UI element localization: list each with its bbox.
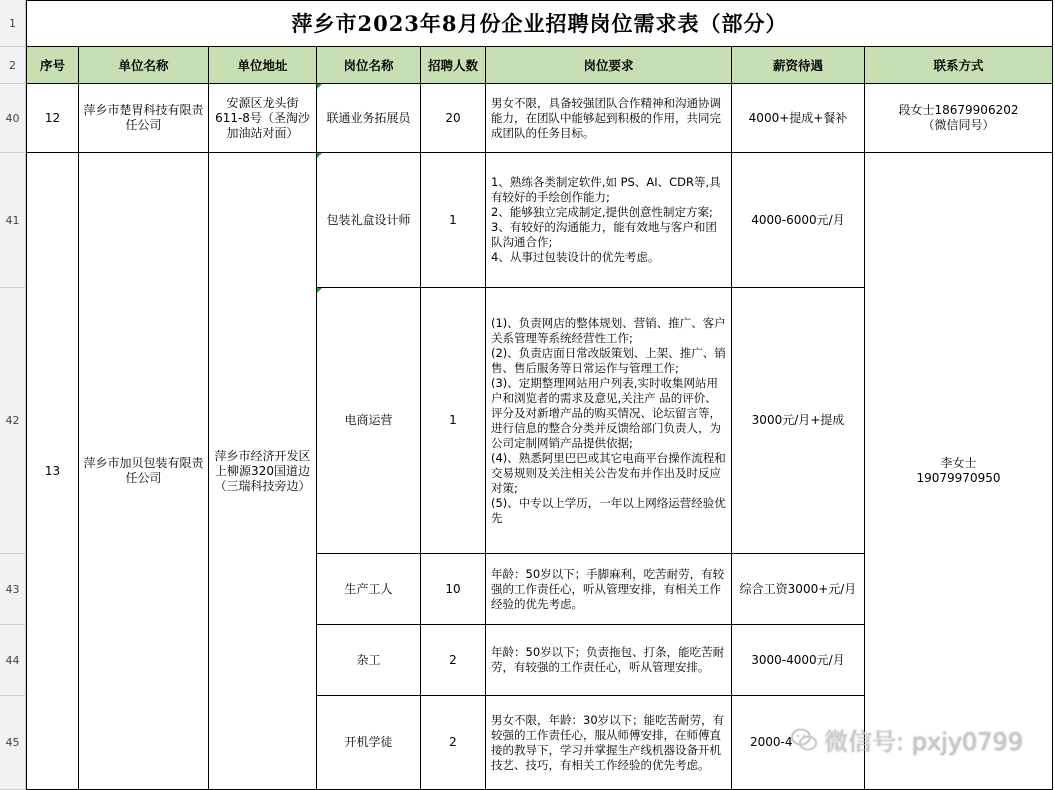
job-count[interactable]: 2 (421, 696, 486, 790)
comment-marker (317, 288, 322, 293)
wechat-watermark (790, 722, 1023, 757)
job-salary[interactable]: 综合工资3000+元/月 (732, 554, 865, 625)
wechat-icon (790, 726, 818, 754)
job-salary[interactable]: 2000-4 (732, 696, 865, 790)
job-salary[interactable]: 3000元/月+提成 (732, 288, 865, 554)
job-position[interactable]: 包装礼盒设计师 (317, 153, 421, 288)
header-address[interactable]: 单位地址 (209, 47, 317, 84)
job-requirements-text: 年龄：50岁以下；负责拖包、打条，能吃苦耐劳，有较强的工作责任心，听从管理安排。 (491, 645, 725, 674)
job-count[interactable]: 2 (421, 625, 486, 696)
company13-address[interactable]: 萍乡市经济开发区上柳源320国道边（三瑞科技旁边） (209, 153, 317, 790)
job-count[interactable]: 1 (421, 153, 486, 288)
row-number-44[interactable]: 44 (0, 625, 26, 696)
job-requirements[interactable] (486, 696, 732, 790)
row-number-1[interactable]: 1 (0, 0, 26, 47)
job-requirements-text: 年龄：50岁以下；手脚麻利，吃苦耐劳，有较强的工作责任心，听从管理安排，有相关工作经验的优先考虑。 (491, 566, 725, 611)
job-salary[interactable]: 4000-6000元/月 (732, 153, 865, 288)
company13-seq[interactable]: 13 (26, 153, 79, 790)
job-salary[interactable]: 4000+提成+餐补 (732, 84, 865, 153)
job-position[interactable]: 生产工人 (317, 554, 421, 625)
job-requirements[interactable] (486, 288, 732, 554)
company13-contact[interactable] (865, 153, 1053, 790)
company12-contact[interactable] (865, 84, 1053, 153)
row-number-45[interactable]: 45 (0, 696, 26, 790)
header-seq[interactable]: 序号 (26, 47, 79, 84)
contact-text: 段女士18679906202 （微信同号） (898, 103, 1019, 132)
job-requirements[interactable] (486, 84, 732, 153)
job-position[interactable]: 电商运营 (317, 288, 421, 554)
job-salary[interactable]: 3000-4000元/月 (732, 625, 865, 696)
watermark-text: 微信号: pxjy0799 (824, 728, 1024, 756)
comment-marker (317, 84, 322, 89)
comment-marker (317, 153, 322, 158)
job-requirements-text: 1、熟练各类制定软件,如 PS、AI、CDR等,具有较好的手绘创作能力; 2、能够独立完成制定,提供创意性制定方案; 3、有较好的沟通能力，能有效地与客户和团队沟通合作; 4、从事过包装设计的优先考虑。 (491, 175, 721, 264)
company12-seq[interactable]: 12 (26, 84, 79, 153)
header-count[interactable]: 招聘人数 (421, 47, 486, 84)
header-salary[interactable]: 薪资待遇 (732, 47, 865, 84)
row-number-43[interactable]: 43 (0, 554, 26, 625)
row-number-42[interactable]: 42 (0, 288, 26, 554)
job-count[interactable]: 1 (421, 288, 486, 554)
job-requirements-text: 男女不限，具备较强团队合作精神和沟通协调能力，在团队中能够起到积极的作用，共同完成团队的任务目标。 (491, 95, 721, 140)
header-position[interactable]: 岗位名称 (317, 47, 421, 84)
company13-name[interactable]: 萍乡市加贝包装有限责任公司 (79, 153, 209, 790)
company12-name[interactable]: 萍乡市楚胃科技有限责任公司 (79, 84, 209, 153)
job-position[interactable]: 杂工 (317, 625, 421, 696)
contact-text: 李女士 19079970950 (916, 456, 1001, 485)
header-contact[interactable]: 联系方式 (865, 47, 1053, 84)
job-requirements[interactable] (486, 153, 732, 288)
job-count[interactable]: 20 (421, 84, 486, 153)
job-requirements[interactable] (486, 554, 732, 625)
row-number-41[interactable]: 41 (0, 153, 26, 288)
job-requirements[interactable] (486, 625, 732, 696)
job-position[interactable]: 开机学徒 (317, 696, 421, 790)
sheet-title[interactable]: 萍乡市2023年8月份企业招聘岗位需求表（部分） (26, 0, 1053, 47)
header-company[interactable]: 单位名称 (79, 47, 209, 84)
row-number-2[interactable]: 2 (0, 47, 26, 84)
job-requirements-text: 男女不限，年龄：30岁以下；能吃苦耐劳，有较强的工作责任心，服从师傅安排，在师傅直接的教导下，学习并掌握生产线机器设备开机技艺、技巧，有相关工作经验的优先考虑。 (491, 712, 725, 772)
company12-address[interactable]: 安源区龙头街611-8号（圣淘沙加油站对面） (209, 84, 317, 153)
header-requirements[interactable]: 岗位要求 (486, 47, 732, 84)
job-requirements-text: (1)、负责网店的整体规划、营销、推广、客户关系管理等系统经营性工作; (2)、负责店面日常改版策划、上架、推广、销售、售后服务等日常运作与管理工作; (3)、定期整理网站用户列表,实时收集网站用户和浏览者的需求及意见,关注产 品的评价、评分及对新增产品的购买情况、论坛留言等，进行信息的整合分类并反馈给部门负责人，为公司定制网销产品提供依据; (4)、熟悉阿里巴巴或其它电商平台操作流程和交易规则及关注相关公告发布并作出及时反应对策; (5)、中专以上学历，一年以上网络运营经验优先 (491, 315, 726, 525)
row-number-40[interactable]: 40 (0, 84, 26, 153)
job-count[interactable]: 10 (421, 554, 486, 625)
job-position[interactable]: 联通业务拓展员 (317, 84, 421, 153)
